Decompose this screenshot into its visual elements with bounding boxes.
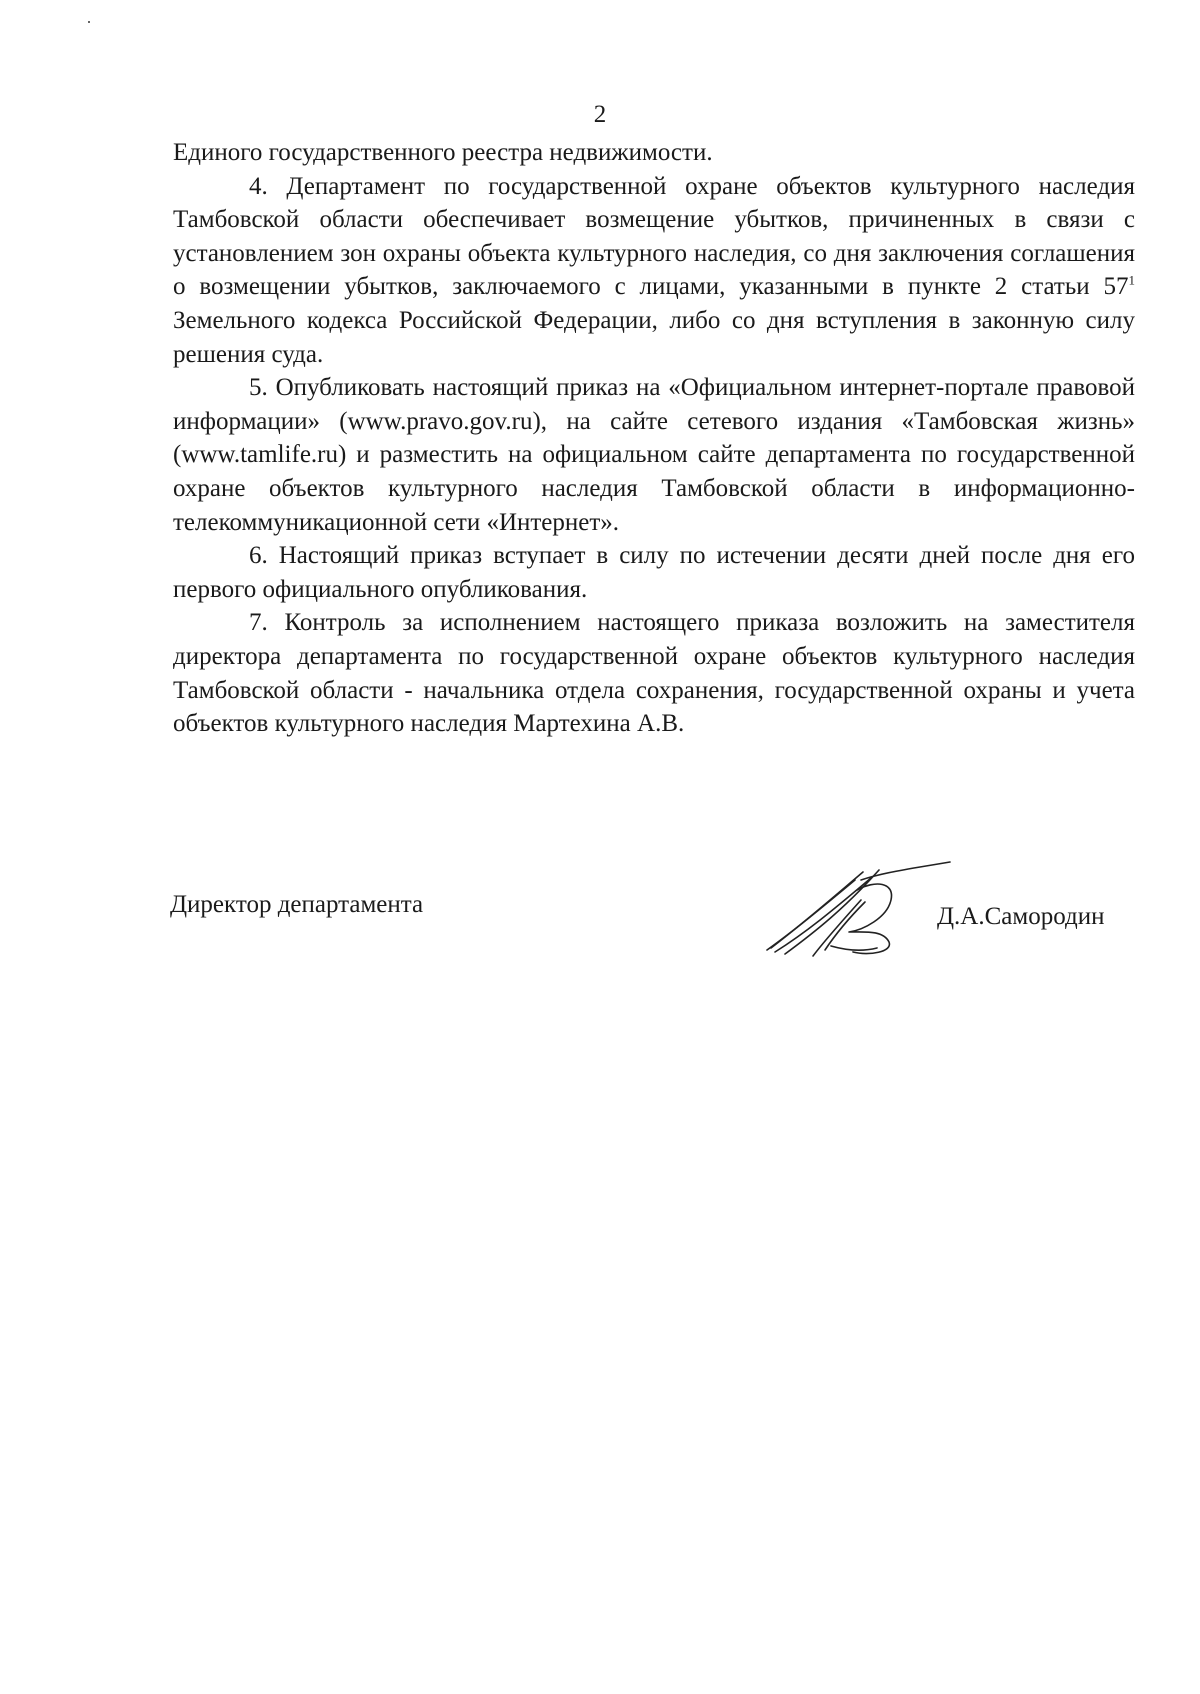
article-superscript: 1: [1128, 273, 1135, 289]
paragraph-4-text: 4. Департамент по государственной охране объектов культурного наследия Тамбовской области обеспечивает возмещение убытков, причиненных в связи с установлением зон охраны объекта культурного наследия, со дня заключения соглашения о возмещении убытков, заключаемого с лицами, указанными в пункте 2 статьи 57: [173, 172, 1135, 301]
paragraph-6: 6. Настоящий приказ вступает в силу по истечении десяти дней после дня его первого официального опубликования.: [173, 542, 1135, 603]
paragraph-7: 7. Контроль за исполнением настоящего приказа возложить на заместителя директора департамента по государственной охране объектов культурного наследия Тамбовской области - начальника отдела сохранения, государственной охраны и учета объектов культурного наследия Мартехина А.В.: [173, 609, 1135, 738]
paragraph-4-text-end: Земельного кодекса Российской Федерации, либо со дня вступления в законную силу решения суда.: [173, 306, 1135, 368]
handwritten-signature: [765, 860, 955, 960]
signatory-name: Д.А.Самородин: [937, 903, 1105, 930]
signatory-position: Директор департамента: [170, 891, 424, 918]
paragraph-5: 5. Опубликовать настоящий приказ на «Официальном интернет-портале правовой информации» (www.pravo.gov.ru), на сайте сетевого издания «Тамбовская жизнь» (www.tamlife.ru) и разместить на официальном сайте департамента по государственной охране объектов культурного наследия Тамбовской области в информационно-телекоммуникационной сети «Интернет».: [173, 374, 1135, 536]
paragraph-continuation: Единого государственного реестра недвижимости.: [173, 139, 713, 166]
scan-speck: [88, 21, 90, 23]
document-body: [173, 136, 1135, 741]
paragraph-4: [173, 170, 1135, 372]
page-number: 2: [593, 101, 607, 128]
